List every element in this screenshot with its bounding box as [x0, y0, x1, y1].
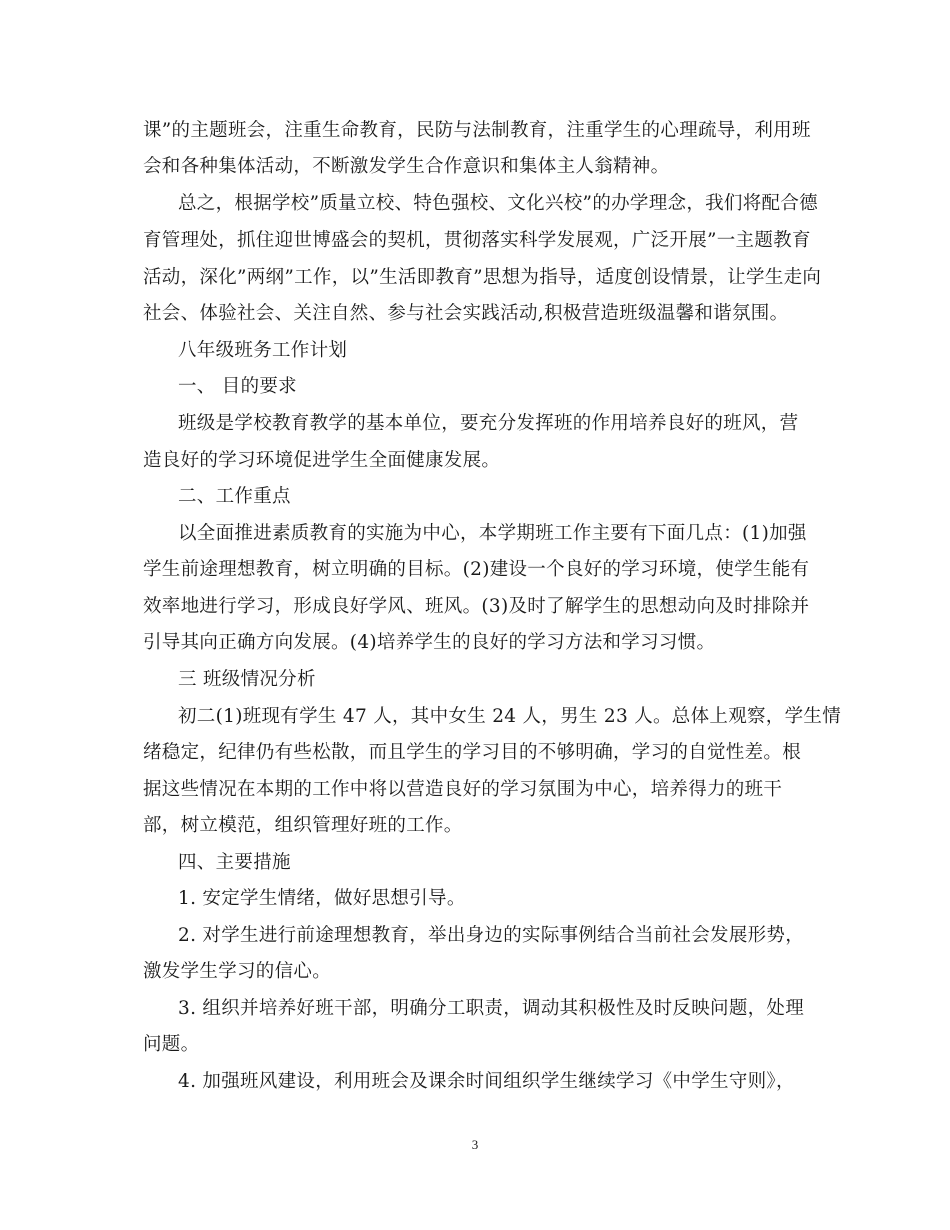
list-item: 1. 安定学生情绪，做好思想引导。	[178, 888, 466, 909]
text-line: 会和各种集体活动，不断激发学生合作意识和集体主人翁精神。	[143, 156, 670, 177]
text-line: 造良好的学习环境促进学生全面健康发展。	[143, 450, 501, 471]
section-heading: 八年级班务工作计划	[178, 340, 348, 361]
list-item: 4. 加强班风建设，利用班会及课余时间组织学生继续学习《中学生守则》，	[178, 1071, 795, 1092]
text-line: 课”的主题班会，注重生命教育，民防与法制教育，注重学生的心理疏导，利用班	[143, 120, 811, 141]
text-line: 据这些情况在本期的工作中将以营造良好的学习氛围为中心，培养得力的班干	[143, 779, 783, 800]
text-line: 育管理处，抓住迎世博盛会的契机，贯彻落实科学发展观，广泛开展”一主题教育	[143, 230, 811, 251]
list-item: 2. 对学生进行前途理想教育，举出身边的实际事例结合当前社会发展形势，	[178, 925, 805, 946]
text-line: 效率地进行学习，形成良好学风、班风。(3)及时了解学生的思想动向及时排除并	[143, 596, 810, 617]
text-line: 问题。	[143, 1034, 200, 1055]
text-line: 初二(1)班现有学生 47 人，其中女生 24 人，男生 23 人。总体上观察，学生情	[178, 706, 842, 727]
section-heading: 三 班级情况分析	[178, 669, 316, 690]
list-item: 3. 组织并培养好班干部，明确分工职责，调动其积极性及时反映问题，处理	[178, 998, 805, 1019]
text-line: 班级是学校教育教学的基本单位，要充分发挥班的作用培养良好的班风，营	[178, 413, 799, 434]
section-heading: 一、 目的要求	[178, 376, 297, 397]
section-heading: 二、工作重点	[178, 486, 291, 507]
page-number: 3	[471, 1137, 479, 1152]
text-line: 激发学生学习的信心。	[143, 961, 332, 982]
text-line: 引导其向正确方向发展。(4)培养学生的良好的学习方法和学习习惯。	[143, 632, 716, 653]
text-line: 总之，根据学校”质量立校、特色强校、文化兴校”的办学理念，我们将配合德	[178, 193, 818, 214]
section-heading: 四、主要措施	[178, 852, 291, 873]
text-line: 活动，深化”两纲”工作，以”生活即教育”思想为指导，适度创设情景，让学生走向	[143, 267, 822, 288]
text-line: 学生前途理想教育，树立明确的目标。(2)建设一个良好的学习环境，使学生能有	[143, 559, 810, 580]
text-line: 以全面推进素质教育的实施为中心，本学期班工作主要有下面几点：(1)加强	[178, 523, 807, 544]
text-line: 绪稳定，纪律仍有些松散，而且学生的学习目的不够明确，学习的自觉性差。根	[143, 742, 802, 763]
text-line: 社会、体验社会、关注自然、参与社会实践活动,积极营造班级温馨和谐氛围。	[143, 303, 789, 324]
text-line: 部，树立模范，组织管理好班的工作。	[143, 815, 463, 836]
